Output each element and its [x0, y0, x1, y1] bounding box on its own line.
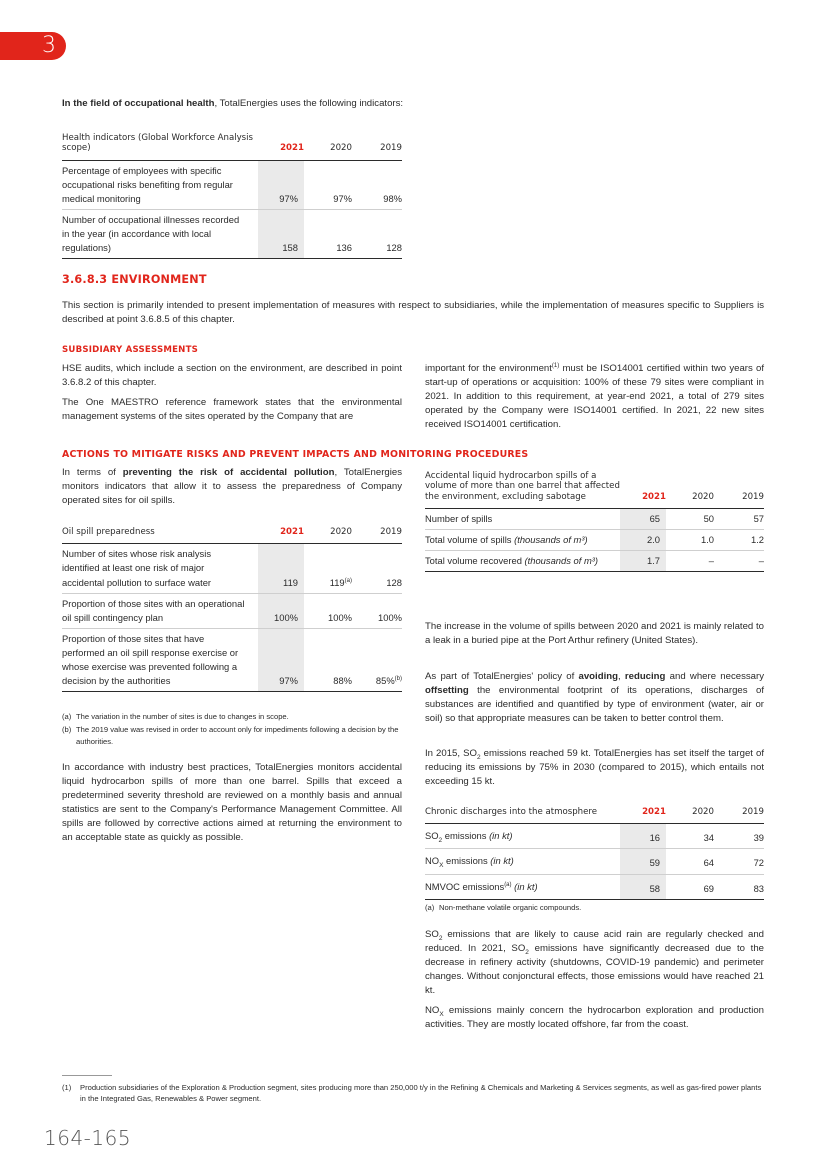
table-row — [62, 593, 402, 628]
oil-spill-preparedness-table — [62, 527, 402, 692]
row-label: NMVOC emissions$^{(a)}$ (in kt) — [425, 874, 620, 899]
row-label: Number of occupational illnesses recorded in the year (in accordance with local regulations) — [62, 209, 258, 258]
cell-2019: 128 — [352, 209, 402, 258]
cell-2019: 57 — [714, 508, 764, 529]
row-label: Number of sites whose risk analysis identified at least one risk of major accidental pollution to surface water — [62, 544, 258, 593]
note: (a) The variation in the number of sites is due to changes in scope. — [62, 712, 289, 721]
oil-table-notes — [62, 711, 402, 747]
footprint-policy-paragraph: As part of TotalEnergies' policy of avoiding, reducing and where necessary offsetting the environmental footprint of its operations, discharges of substances are identified and quantified by type of environment (water, air or soil) so that appropriate measures can be taken to better control them. — [425, 671, 764, 724]
cell-2021: 58 — [620, 874, 666, 899]
cell-2020: 1.0 — [666, 530, 714, 551]
row-label: $SO_2$ emissions (in kt) — [425, 824, 620, 849]
year-header: 2021 — [258, 527, 304, 544]
cell-2021: 59 — [620, 849, 666, 874]
table-title: Chronic discharges into the atmosphere — [425, 807, 620, 824]
chronic-table-note — [425, 902, 764, 913]
chronic-discharges-table — [425, 807, 764, 900]
hydrocarbon-spills-table — [425, 471, 764, 572]
spill-monitoring-paragraph: In accordance with industry best practices, TotalEnergies monitors accidental liquid hydrocarbon spills of more than one barrel. Spills that exceed a predetermined severity threshold are reviewed on a monthly basis and annual statistics are sent to the Company's Performance Management Committee. All spills are followed by corrective actions aimed at returning the environment to an acceptable state as quickly as possible. — [62, 762, 402, 843]
section-intro: This section is primarily intended to present implementation of measures with respect to subsidiaries, while the implementation of measures specific to Suppliers is described at point 3.6.8.5 of this chapter. — [62, 300, 764, 325]
cell-2021: 119 — [258, 544, 304, 593]
table-row — [425, 849, 764, 874]
cell-2019: 85%$^{(b)}$ — [352, 628, 402, 691]
cell-2021: 97% — [258, 160, 304, 209]
cell-2020: 34 — [666, 824, 714, 849]
table-row — [425, 824, 764, 849]
year-header: 2019 — [714, 471, 764, 508]
actions-heading: ACTIONS TO MITIGATE RISKS AND PREVENT IMPACTS AND MONITORING PROCEDURES — [62, 449, 529, 460]
year-header: 2019 — [714, 807, 764, 824]
row-label: $NO_X$ emissions (in kt) — [425, 849, 620, 874]
table-row — [62, 628, 402, 691]
cell-2019: 83 — [714, 874, 764, 899]
nox-paragraph: $NO_X$ emissions mainly concern the hydrocarbon exploration and production activities. They are mostly located offshore, far from the coast. — [425, 1005, 764, 1030]
subsidiary-paragraph-2: The One MAESTRO reference framework states that the environmental management systems of the sites operated by the Company that are — [62, 397, 402, 422]
cell-2019: 1.2 — [714, 530, 764, 551]
year-header: 2019 — [352, 527, 402, 544]
cell-2020: 50 — [666, 508, 714, 529]
spill-increase-paragraph: The increase in the volume of spills between 2020 and 2021 is mainly related to a leak in a buried pipe at the Port Arthur refinery (United States). — [425, 621, 764, 646]
cell-2019: 98% — [352, 160, 402, 209]
cell-2020: 97% — [304, 160, 352, 209]
row-label: Percentage of employees with specific occupational risks benefiting from regular medical monitoring — [62, 160, 258, 209]
cell-2021: 100% — [258, 593, 304, 628]
note: (b) The 2019 value was revised in order to account only for impediments following a decision by the authorities. — [62, 725, 399, 746]
table-row — [425, 508, 764, 529]
table-title: Health indicators (Global Workforce Analysis scope) — [62, 133, 258, 160]
table-row — [425, 874, 764, 899]
cell-2020: 64 — [666, 849, 714, 874]
year-header: 2021 — [620, 807, 666, 824]
health-intro: In the field of occupational health, TotalEnergies uses the following indicators: — [62, 98, 404, 109]
cell-2020: 88% — [304, 628, 352, 691]
table-title: Accidental liquid hydrocarbon spills of a volume of more than one barrel that affected the environment, excluding sabotage — [425, 471, 620, 508]
table-row — [425, 530, 764, 551]
cell-2020: 69 — [666, 874, 714, 899]
note: (a) Non-methane volatile organic compounds. — [425, 903, 582, 912]
row-label: Proportion of those sites that have performed an oil spill response exercise or whose exercise was prevented following a decision by the authorities — [62, 628, 258, 691]
cell-2021: 65 — [620, 508, 666, 529]
cell-2019: 100% — [352, 593, 402, 628]
table-row — [62, 544, 402, 593]
cell-2019: 72 — [714, 849, 764, 874]
section-title: 3.6.8.3 ENVIRONMENT — [62, 273, 207, 286]
page-footnote — [62, 1082, 766, 1105]
cell-2020: 119$^{(a)}$ — [304, 544, 352, 593]
year-header: 2020 — [304, 527, 352, 544]
cell-2019: 128 — [352, 544, 402, 593]
subsidiary-paragraph-1: HSE audits, which include a section on the environment, are described in point 3.6.8.2 of this chapter. — [62, 363, 402, 388]
year-header: 2021 — [620, 471, 666, 508]
table-row — [425, 551, 764, 572]
cell-2021: 16 — [620, 824, 666, 849]
year-header: 2020 — [666, 471, 714, 508]
footnote-divider — [62, 1075, 112, 1076]
cell-2020: – — [666, 551, 714, 572]
table-title: Oil spill preparedness — [62, 527, 258, 544]
chapter-number: 3 — [42, 33, 56, 58]
row-label: Total volume of spills (thousands of m³) — [425, 530, 620, 551]
table-row — [62, 209, 402, 258]
acid-rain-paragraph: $SO_2$ emissions that are likely to cause acid rain are regularly checked and reduced. In 2021, $SO_2$ emissions have significantly decreased due to the decrease in refinery activity (shutdowns, COVID-19 pandemic) and perimeter changes. Without conjonctural effects, those emissions would have reached 21 kt. — [425, 929, 764, 996]
so2-target-paragraph: In 2015, $SO_2$ emissions reached 59 kt. TotalEnergies has set itself the target of reducing its emissions by 75% in 2030 (compared to 2015), which entails not exceeding 15 kt. — [425, 748, 765, 787]
year-header: 2020 — [666, 807, 714, 824]
year-header: 2020 — [304, 133, 352, 160]
cell-2020: 136 — [304, 209, 352, 258]
year-header: 2019 — [352, 133, 402, 160]
cell-2019: – — [714, 551, 764, 572]
cell-2021: 97% — [258, 628, 304, 691]
row-label: Proportion of those sites with an operational oil spill contingency plan — [62, 593, 258, 628]
cell-2021: 2.0 — [620, 530, 666, 551]
health-indicators-table — [62, 133, 402, 259]
table-row — [62, 160, 402, 209]
cell-2019: 39 — [714, 824, 764, 849]
year-header: 2021 — [258, 133, 304, 160]
cell-2020: 100% — [304, 593, 352, 628]
row-label: Number of spills — [425, 508, 620, 529]
subsidiary-heading: SUBSIDIARY ASSESSMENTS — [62, 345, 199, 355]
page-number: 164-165 — [44, 1126, 132, 1150]
cell-2021: 1.7 — [620, 551, 666, 572]
note: (1) Production subsidiaries of the Exploration & Production segment, sites producing more than 250,000 t/y in the Refining & Chemicals and Marketing & Services segments, as well as gas-fired power plants in the Integrated Gas, Renewables & Power segment. — [62, 1083, 762, 1104]
chapter-tab — [0, 32, 66, 60]
subsidiary-paragraph-3: important for the environment$^{(1)}$ must be ISO14001 certified within two years of start-up of operations or acquisition: 100% of these 79 sites were compliant in 2021. In addition to this requirement, at year-end 2021, a total of 279 sites operated by the Company were ISO14001 certified. In 2021, 22 new sites received ISO14001 certification. — [425, 362, 764, 430]
cell-2021: 158 — [258, 209, 304, 258]
pollution-paragraph: In terms of preventing the risk of accidental pollution, TotalEnergies monitors indicators that allow it to assess the preparedness of Company operated sites for oil spills. — [62, 467, 402, 506]
row-label: Total volume recovered (thousands of m³) — [425, 551, 620, 572]
